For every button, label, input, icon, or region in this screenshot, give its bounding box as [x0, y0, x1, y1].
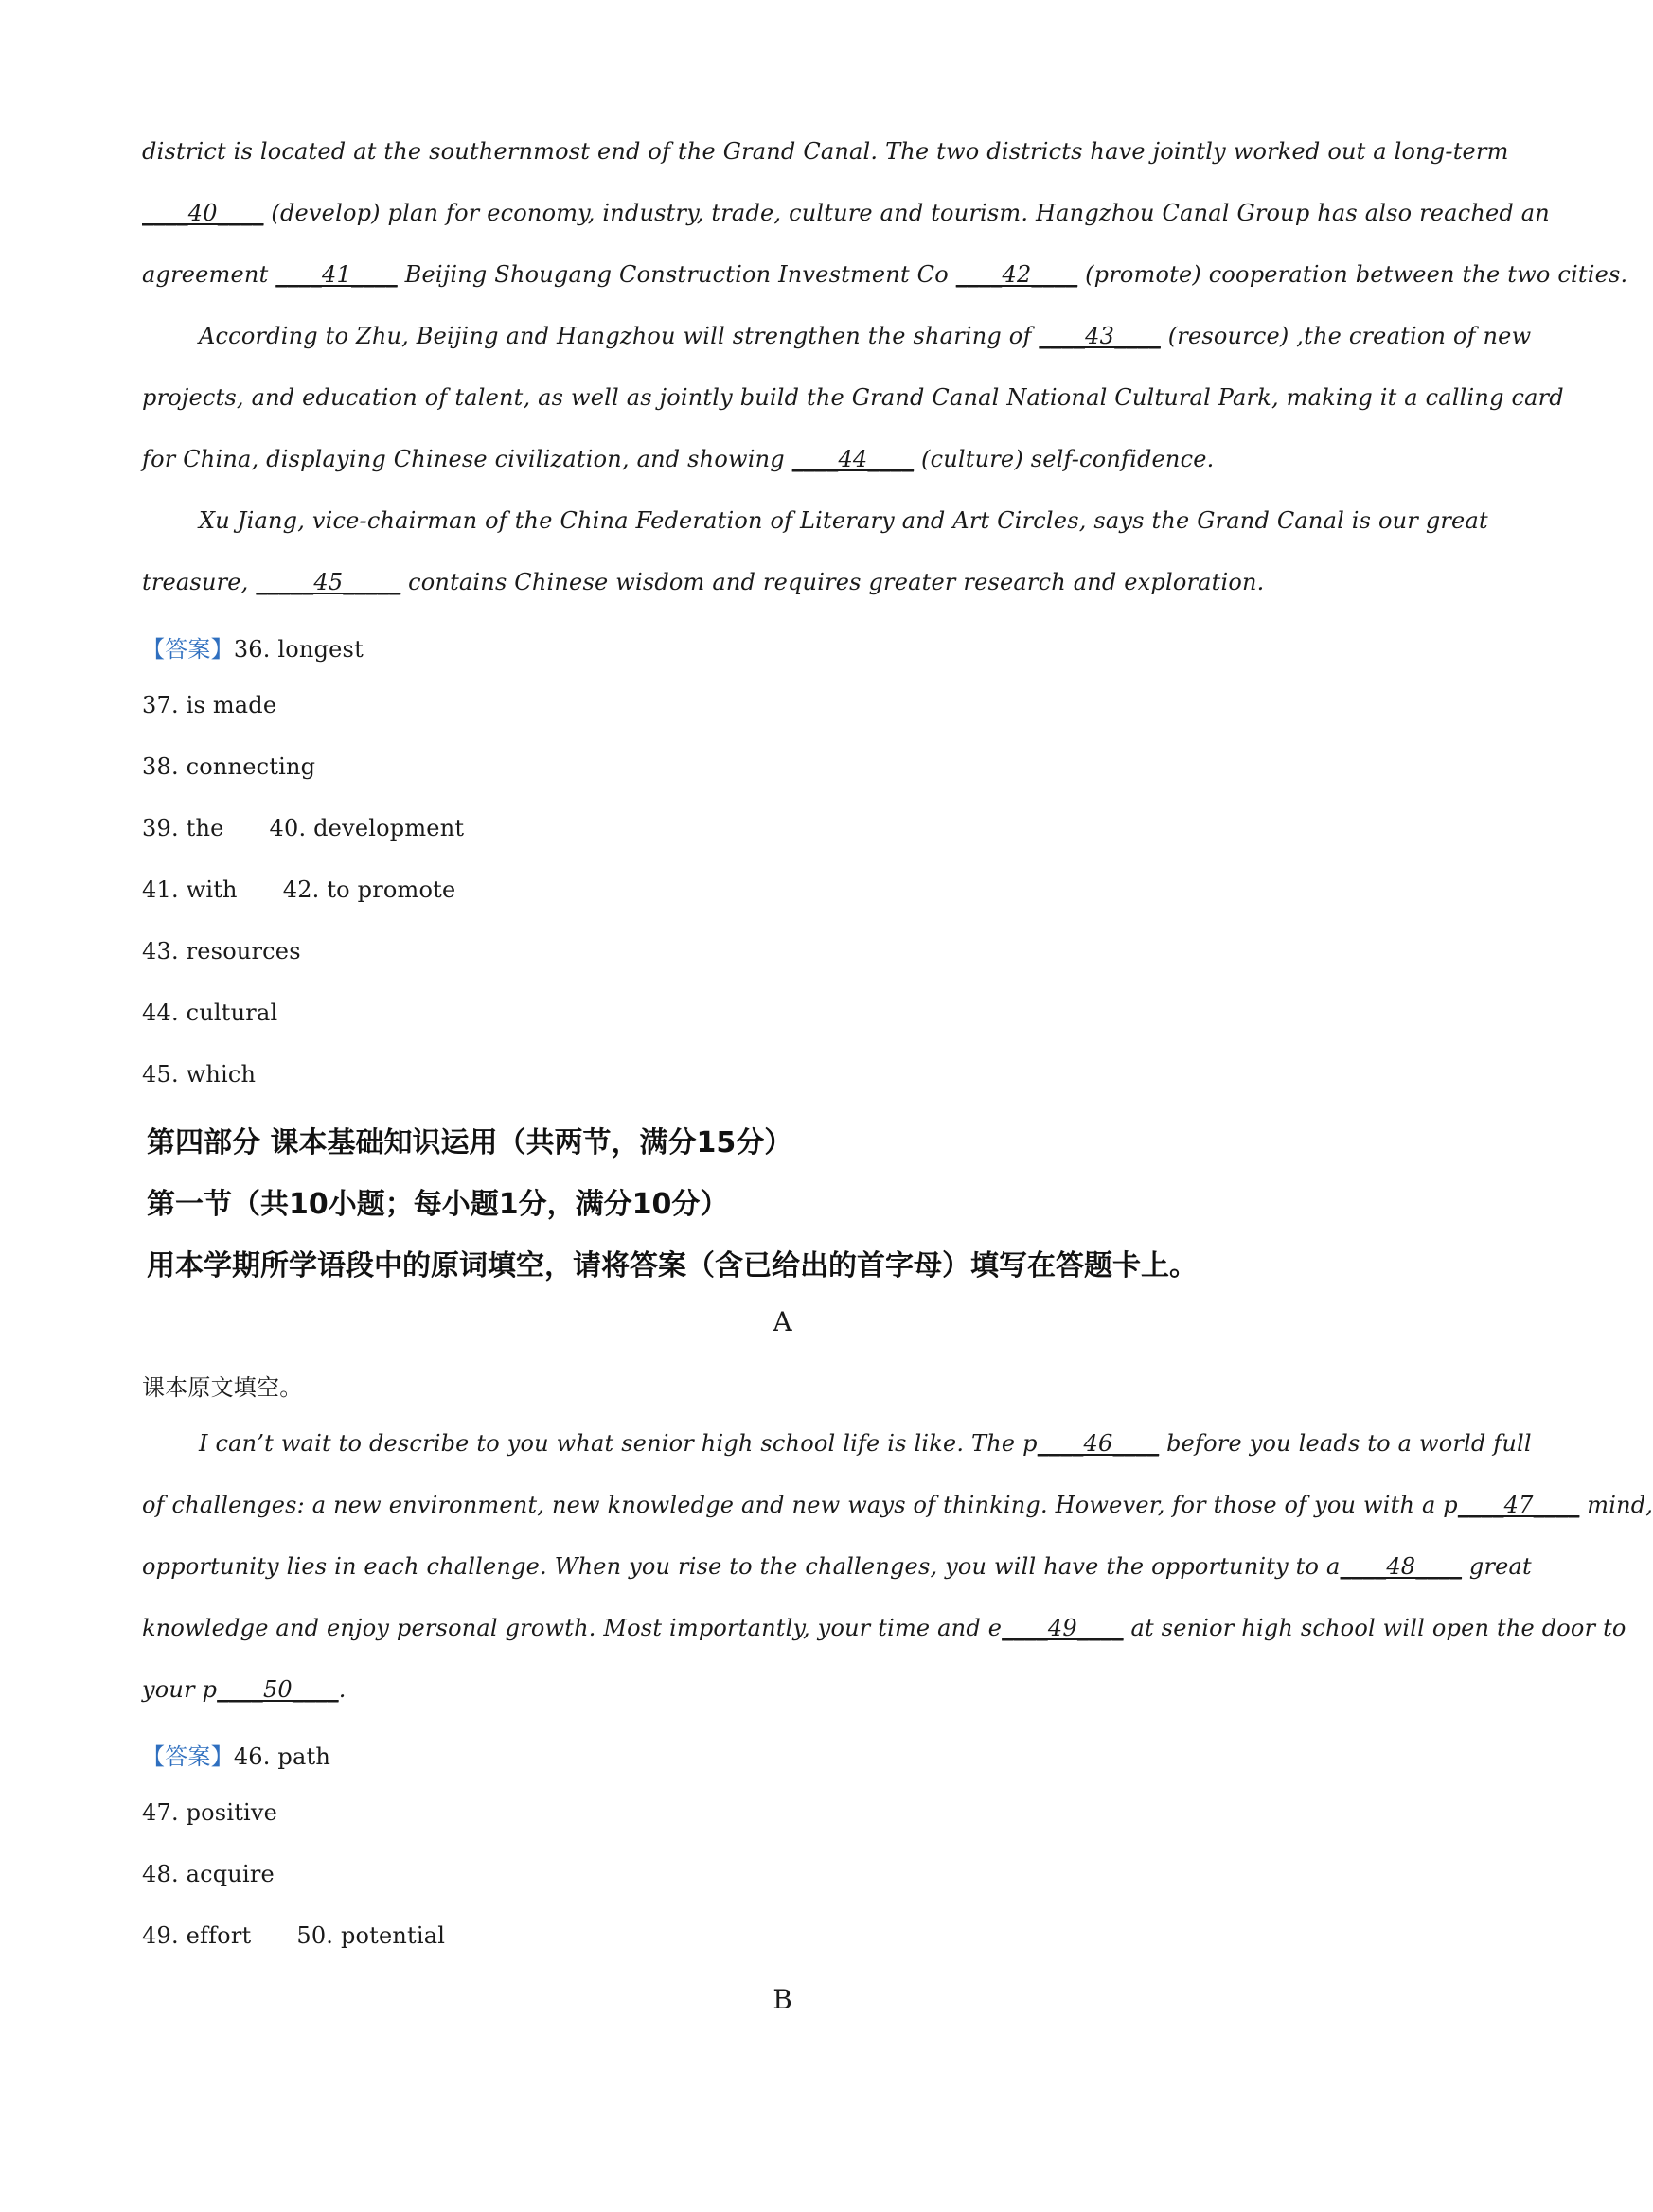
passage-text: projects, and education of talent, as well as jointly build the Grand Canal National Cultural Park, making it a calling card	[142, 384, 1564, 411]
passage-text: Beijing Shougang Construction Investment Co	[397, 261, 956, 288]
answer-line	[142, 630, 1439, 664]
blank-44: ____44____	[791, 446, 915, 472]
blank-40: ____40____	[142, 200, 264, 226]
blank-49: ____49____	[1002, 1615, 1124, 1641]
passage-line	[142, 446, 1439, 472]
answer-line	[142, 1922, 1439, 1949]
passage-line	[199, 507, 1488, 534]
answer-line	[142, 1738, 1439, 1771]
answer-line	[142, 1861, 1439, 1887]
passage-text: (resource) ,the creation of new	[1160, 323, 1532, 349]
answer-item: 47. positive	[142, 1799, 278, 1826]
answer-line	[142, 815, 1439, 841]
passage-line	[142, 1676, 1439, 1703]
subsection-heading: 第一节（共10小题；每小题1分，满分10分）	[147, 1188, 729, 1221]
answer-item: 45. which	[142, 1061, 257, 1088]
answer-line	[142, 1000, 1439, 1026]
passage-line	[199, 1430, 1532, 1457]
passage-line	[142, 261, 1628, 288]
blank-47: ____47____	[1457, 1492, 1580, 1518]
passage-text: great	[1462, 1553, 1532, 1580]
answer-tag: 【答案】	[142, 1743, 234, 1770]
answer-item: 46. path	[233, 1743, 330, 1770]
passage-text: your p	[142, 1676, 218, 1703]
passage-text: mind,	[1579, 1492, 1653, 1518]
answer-item: 49. effort	[142, 1922, 252, 1949]
passage-text: treasure,	[142, 569, 257, 595]
passage-line	[142, 1615, 1626, 1641]
answer-line	[142, 1799, 1439, 1826]
passage-line	[142, 1492, 1653, 1518]
passage-text: for China, displaying Chinese civilization, and showing	[142, 446, 792, 472]
instruction-text: 课本原文填空。	[142, 1374, 303, 1401]
answer-line	[142, 1061, 1439, 1088]
blank-43: ____43____	[1039, 323, 1161, 349]
answer-item: 44. cultural	[142, 1000, 278, 1026]
passage-text: According to Zhu, Beijing and Hangzhou will strengthen the sharing of	[199, 323, 1040, 349]
answer-line	[142, 753, 1439, 780]
passage-text: (develop) plan for economy, industry, trade, culture and tourism. Hangzhou Canal Group has also reached an	[263, 200, 1550, 226]
section-heading: 第四部分 课本基础知识运用（共两节，满分15分）	[147, 1126, 793, 1159]
blank-50: ____50____	[217, 1676, 339, 1703]
blank-45: _____45_____	[256, 569, 401, 595]
answer-item: 36. longest	[233, 636, 364, 663]
passage-line	[142, 384, 1564, 411]
answer-line	[142, 938, 1439, 964]
part-label-a: A	[773, 1306, 792, 1337]
answer-line	[142, 692, 1439, 718]
answer-item: 43. resources	[142, 938, 301, 964]
passage-line	[142, 200, 1550, 226]
passage-text: of challenges: a new environment, new knowledge and new ways of thinking. However, for those of you with a p	[142, 1492, 1458, 1518]
passage-text: agreement	[142, 261, 276, 288]
answer-item: 39. the	[142, 815, 224, 841]
answer-item: 37. is made	[142, 692, 277, 718]
passage-text: at senior high school will open the door to	[1123, 1615, 1626, 1641]
passage-text: .	[338, 1676, 347, 1703]
passage-line	[142, 1553, 1532, 1580]
passage-text: opportunity lies in each challenge. When you rise to the challenges, you will have the opportunity to a	[142, 1553, 1341, 1580]
answer-item: 42. to promote	[282, 876, 456, 903]
passage-text: I can’t wait to describe to you what senior high school life is like. The p	[199, 1430, 1038, 1457]
blank-42: ____42____	[955, 261, 1078, 288]
answer-item: 38. connecting	[142, 753, 316, 780]
answer-item: 40. development	[269, 815, 465, 841]
passage-text: (promote) cooperation between the two cities.	[1077, 261, 1628, 288]
part-label-b: B	[773, 1984, 792, 2015]
answer-item: 48. acquire	[142, 1861, 275, 1887]
answer-item: 41. with	[142, 876, 238, 903]
blank-41: ____41____	[276, 261, 398, 288]
passage-line	[199, 323, 1532, 349]
answer-tag: 【答案】	[142, 636, 234, 663]
passage-line	[142, 569, 1439, 595]
passage-text: contains Chinese wisdom and requires greater research and exploration.	[400, 569, 1265, 595]
passage-text: before you leads to a world full	[1159, 1430, 1532, 1457]
blank-48: ____48____	[1340, 1553, 1463, 1580]
instruction-heading: 用本学期所学语段中的原词填空，请将答案（含已给出的首字母）填写在答题卡上。	[147, 1249, 1198, 1283]
passage-text: district is located at the southernmost end of the Grand Canal. The two districts have jointly worked out a long-term	[142, 138, 1509, 165]
answer-item: 50. potential	[296, 1922, 446, 1949]
blank-46: ____46____	[1037, 1430, 1160, 1457]
passage-text: (culture) self-confidence.	[914, 446, 1215, 472]
passage-text: Xu Jiang, vice-chairman of the China Federation of Literary and Art Circles, says the Grand Canal is our great	[199, 507, 1488, 534]
passage-line	[142, 138, 1509, 165]
passage-text: knowledge and enjoy personal growth. Most importantly, your time and e	[142, 1615, 1003, 1641]
answer-line	[142, 876, 1439, 903]
